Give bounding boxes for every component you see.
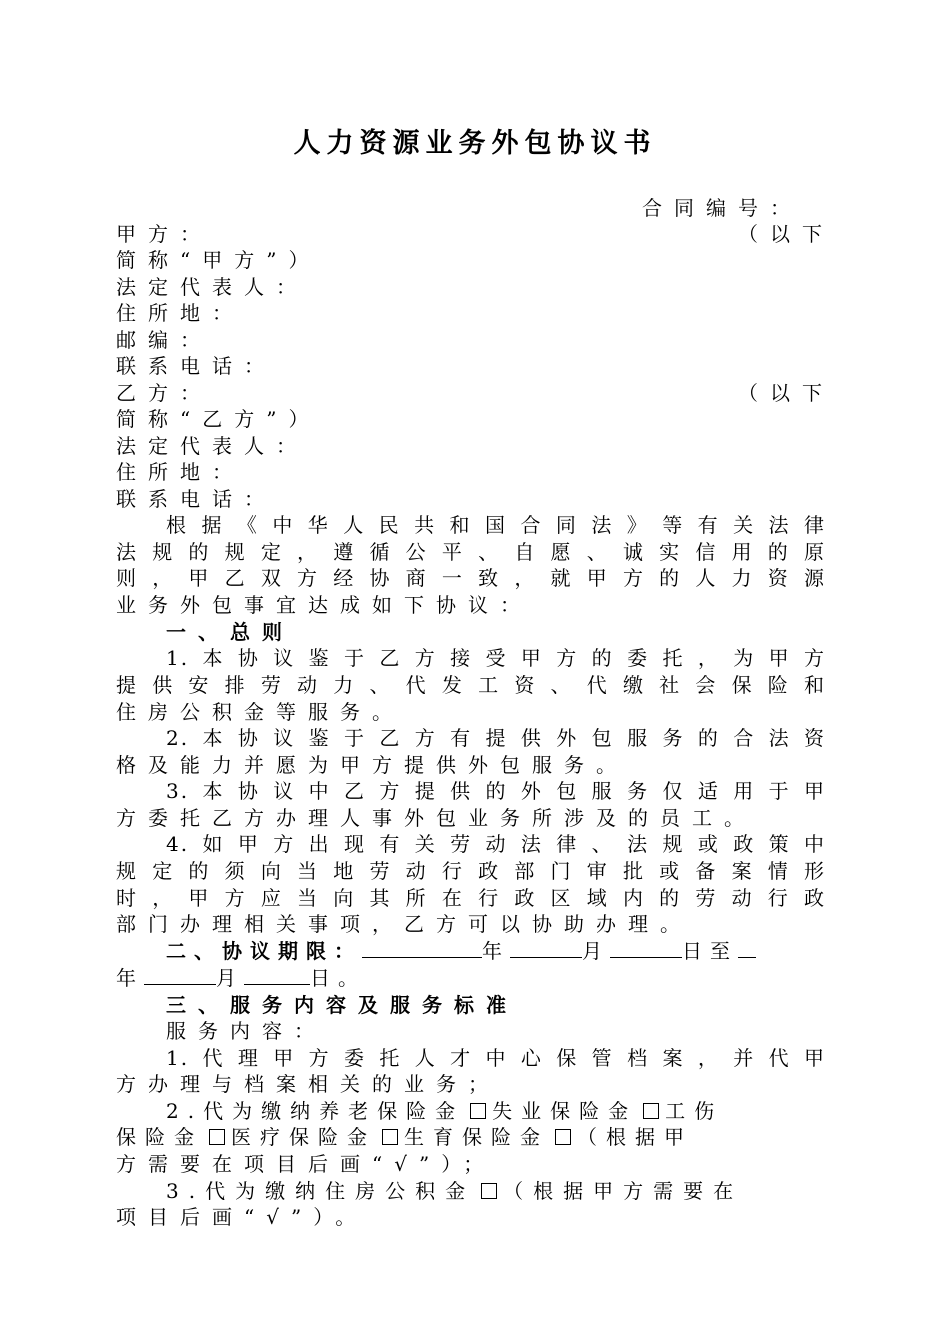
start-day-blank[interactable] xyxy=(610,939,682,958)
party-a-representative: 法定代表人： xyxy=(116,275,308,299)
section-2-line-end xyxy=(116,966,826,990)
work-injury-label-end: 保险金 xyxy=(116,1125,203,1149)
year-label: 年 xyxy=(116,966,144,990)
note-start: （根据甲 xyxy=(577,1125,693,1149)
maternity-label: 生育保险金 xyxy=(404,1125,549,1149)
housing-fund-checkbox[interactable] xyxy=(481,1183,497,1199)
clause-1-line: 住房公积金等服务。 xyxy=(116,700,404,724)
party-a-label: 甲方： xyxy=(116,222,212,246)
party-b-abbr-end: 简称“乙方”） xyxy=(116,407,321,431)
service-item-2-line xyxy=(116,1125,826,1149)
day-to-label: 日至 xyxy=(682,939,738,963)
service-item-2-note: 方需要在项目后画“√”）； xyxy=(116,1152,496,1176)
clause-3-line: 方委托乙方办理人事外包业务所涉及的员工。 xyxy=(116,806,756,830)
start-month-blank[interactable] xyxy=(510,939,582,958)
clause-4-line: 部门办理相关事项，乙方可以协助办理。 xyxy=(116,912,692,936)
clause-2-line: 2.本协议鉴于乙方有提供外包服务的合法资 xyxy=(166,726,826,750)
day-end-label: 日。 xyxy=(310,966,366,990)
preamble-line: 法规的规定，遵循公平、自愿、诚实信用的原 xyxy=(116,540,826,564)
start-year-blank[interactable] xyxy=(362,939,482,958)
section-2-line xyxy=(166,939,826,963)
document-title: 人力资源业务外包协议书 xyxy=(293,128,657,159)
service-item-1-line: 1.代理甲方委托人才中心保管档案，并代甲 xyxy=(166,1046,826,1070)
end-month-blank[interactable] xyxy=(144,966,216,985)
month-label: 月 xyxy=(582,939,610,963)
party-a-phone: 联系电话： xyxy=(116,354,276,378)
party-a-abbr-end: 简称“甲方”） xyxy=(116,248,321,272)
party-b-representative: 法定代表人： xyxy=(116,434,308,458)
preamble-line: 则，甲乙双方经协商一致，就甲方的人力资源 xyxy=(116,566,826,590)
clause-4-line: 4.如甲方出现有关劳动法律、法规或政策中 xyxy=(166,832,826,856)
service-content-label: 服务内容： xyxy=(166,1019,326,1043)
clause-2-line: 格及能力并愿为甲方提供外包服务。 xyxy=(116,753,628,777)
clause-1-line: 1.本协议鉴于乙方接受甲方的委托，为甲方 xyxy=(166,646,826,670)
unemployment-checkbox[interactable] xyxy=(643,1103,659,1119)
service-item-3-note: 项目后画“√”）。 xyxy=(116,1205,368,1229)
clause-4-line: 规定的须向当地劳动行政部门审批或备案情形 xyxy=(116,859,826,883)
party-a-address: 住所地： xyxy=(116,301,244,325)
party-a-postcode: 邮编： xyxy=(116,328,212,352)
party-b-address: 住所地： xyxy=(116,460,244,484)
end-day-blank[interactable] xyxy=(244,966,310,985)
pension-label: 2.代为缴纳养老保险金 xyxy=(166,1099,465,1123)
medical-label: 医疗保险金 xyxy=(231,1125,376,1149)
pension-checkbox[interactable] xyxy=(470,1103,486,1119)
party-b-label: 乙方： xyxy=(116,381,212,405)
clause-1-line: 提供安排劳动力、代发工资、代缴社会保险和 xyxy=(116,673,826,697)
service-item-2-line xyxy=(166,1099,826,1123)
party-b-phone: 联系电话： xyxy=(116,487,276,511)
section-2-heading: 二、协议期限： xyxy=(166,939,362,963)
medical-checkbox[interactable] xyxy=(382,1129,398,1145)
party-b-abbr-start: （以下 xyxy=(738,381,834,405)
preamble-line: 根据《中华人民共和国合同法》等有关法律 xyxy=(166,513,826,537)
preamble-line: 业务外包事宜达成如下协议： xyxy=(116,593,532,617)
contract-number-label: 合同编号： xyxy=(642,196,802,220)
service-item-3-line xyxy=(166,1179,826,1203)
clause-3-line: 3.本协议中乙方提供的外包服务仅适用于甲 xyxy=(166,779,826,803)
end-blank[interactable] xyxy=(738,939,756,958)
section-1-heading: 一、总则 xyxy=(166,620,294,644)
work-injury-checkbox[interactable] xyxy=(209,1129,225,1145)
note-start: （根据甲方需要在 xyxy=(503,1179,744,1203)
party-a-abbr-start: （以下 xyxy=(738,222,834,246)
service-item-1-line: 方办理与档案相关的业务； xyxy=(116,1072,500,1096)
maternity-checkbox[interactable] xyxy=(555,1129,571,1145)
housing-fund-label: 3.代为缴纳住房公积金 xyxy=(166,1179,476,1203)
unemployment-label: 失业保险金 xyxy=(492,1099,638,1123)
month-label: 月 xyxy=(216,966,244,990)
clause-4-line: 时，甲方应当向其所在行政区域内的劳动行政 xyxy=(116,886,826,910)
year-label: 年 xyxy=(482,939,510,963)
section-3-heading: 三、服务内容及服务标准 xyxy=(166,993,518,1017)
work-injury-label: 工伤 xyxy=(665,1099,724,1123)
